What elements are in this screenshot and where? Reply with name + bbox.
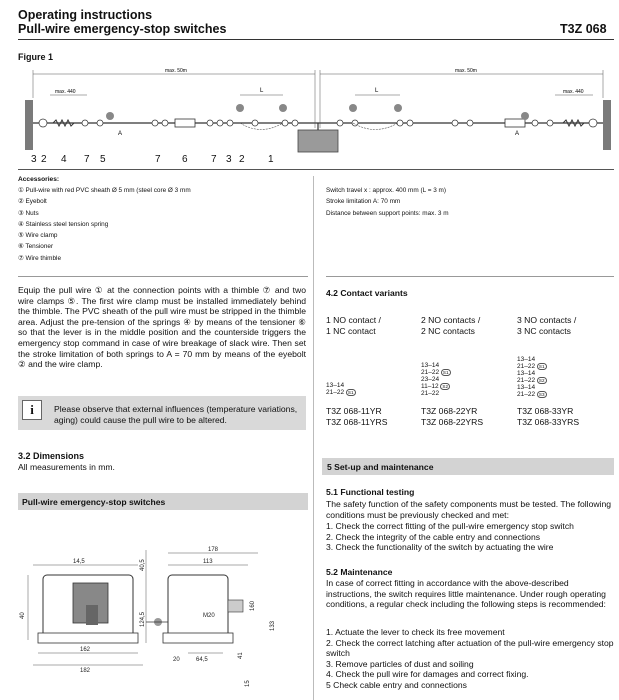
dim-left-top: max. 50m: [165, 68, 187, 74]
variant-2-label: 2 NO contacts / 2 NC contacts: [421, 315, 481, 336]
dim-right-top: max. 50m: [455, 68, 477, 74]
accessory-item: ③ Nuts: [18, 209, 39, 217]
s52-list: 1. Actuate the lever to check its free movement 2. Check the correct latching after actuation of the pull-wire emergency stop switch 3. Remove particles of dust and soiling 4. Check the pull wire for damages and correct fixing. 5 Check cable entry and connections: [326, 627, 614, 690]
variant-1-diagram: 13–14 21–22 S1: [326, 382, 354, 396]
badge-s3: S3: [538, 392, 545, 397]
dim-133: 133: [270, 620, 276, 631]
switch-box: [298, 130, 338, 152]
contacts-heading: 4.2 Contact variants: [326, 288, 408, 298]
accessories-title: Accessories:: [18, 176, 60, 183]
right-wall: [603, 100, 611, 150]
dim-182: 182: [80, 668, 91, 674]
figure-1-diagram: [15, 68, 615, 168]
dim-40-5: 40,5: [140, 559, 146, 571]
accessory-item: ① Pull-wire with red PVC sheath Ø 5 mm (steel core Ø 3 mm: [18, 187, 191, 194]
dim-L-right: L: [375, 88, 379, 94]
dimensions-text: All measurements in mm.: [18, 462, 115, 472]
accessory-item: ② Eyebolt: [18, 198, 47, 206]
variant-3-diagram: 13–14 21–22 S1 13–14 21–22 S2 13–14 21–22 S3: [517, 356, 545, 398]
left-wall: [25, 100, 33, 150]
dim-162: 162: [80, 647, 91, 653]
dim-14-5: 14,5: [73, 559, 85, 565]
dim-113: 113: [203, 559, 213, 565]
variant-2-diagram: 13–14 21–22 S1 23–24 11–12 S2 21–22: [421, 362, 449, 397]
dim-L-left: L: [260, 88, 264, 94]
figure-rule: [18, 169, 614, 170]
dim-20: 20: [173, 657, 180, 663]
header-title-line1: Operating instructions: [18, 8, 153, 22]
s52-heading: 5.2 Maintenance: [326, 567, 393, 577]
variant-2-codes: T3Z 068-22YR T3Z 068-22YRS: [421, 406, 484, 427]
dim-440-left: max. 440: [55, 89, 76, 95]
s51-intro: The safety function of the safety components must be tested. The following conditions must be previously checked and met:: [326, 499, 612, 520]
accessory-item: ⑦ Wire thimble: [18, 254, 62, 262]
dim-41: 41: [238, 652, 244, 659]
s51-list: 1. Check the correct fitting of the pull-wire emergency stop switch 2. Check the integrity of the cable entry and connections 3. Check the functionality of the switch by actuating the wire: [326, 521, 574, 553]
dim-440-right: max. 440: [563, 89, 584, 95]
badge-s2: S2: [442, 384, 449, 389]
dimensions-drawing: [18, 545, 308, 700]
header-title-line2: Pull-wire emergency-stop switches: [18, 22, 227, 36]
accessory-item: ④ Stainless steel tension spring: [18, 220, 109, 228]
badge-s1: S1: [442, 370, 449, 375]
setup-bar-title: 5 Set-up and maintenance: [327, 462, 434, 472]
notice-text: Please observe that external influences (temperature variations, aging) could cause the pull wire to be altered.: [54, 404, 298, 425]
dimensions-bar-title: Pull-wire emergency-stop switches: [22, 497, 166, 507]
accessory-item: ⑤ Wire clamp: [18, 232, 58, 240]
dim-64-5: 64,5: [196, 657, 208, 663]
variant-1-label: 1 NO contact / 1 NC contact: [326, 315, 381, 336]
dim-15: 15: [245, 680, 251, 687]
dim-124-5: 124,5: [140, 611, 146, 627]
dim-40: 40: [20, 612, 26, 619]
variant-1-codes: T3Z 068-11YR T3Z 068-11YRS: [326, 406, 388, 427]
s51-heading: 5.1 Functional testing: [326, 487, 415, 497]
header-code: T3Z 068: [560, 22, 607, 36]
accessories-list: [18, 185, 308, 264]
dim-A-right: A: [515, 131, 520, 137]
switch-info: Switch travel x : approx. 400 mm (L = 3 m) Stroke limitation A: 70 mm Distance between support points: max. 3 m: [326, 187, 449, 217]
dim-M20: M20: [203, 613, 215, 619]
badge-s1: S1: [347, 390, 354, 395]
column-divider: [313, 176, 314, 700]
dimensions-heading: 3.2 Dimensions: [18, 451, 85, 461]
accessory-item: ⑥ Tensioner: [18, 243, 54, 251]
variant-3-codes: T3Z 068-33YR T3Z 068-33YRS: [517, 406, 580, 427]
dim-178: 178: [208, 547, 219, 553]
s52-intro: In case of correct fitting in accordance with the above-described instructions, the switch requires little maintenance. Under rough operating conditions, a regular check including the following steps is recommended:: [326, 578, 606, 610]
header-rule: [18, 39, 614, 40]
badge-s1: S1: [538, 364, 545, 369]
info-icon: i: [22, 400, 42, 420]
instructions-text: Equip the pull wire ① at the connection points with a thimble ⑦ and two wire clamps ⑤. The first wire clamp must be installed immediately behind the thimble. The PVC sheath of the pull wire must be stripped in the thimble area. Adjust the pre-tension of the springs ④ by means of the tensioner ⑥ so that the lever is in the middle position and the counterside triggers the emergency stop command in case of wire breakage of slack wire. Then set the stroke limitation of both springs to A = 70 mm by means of the eyebolt ② and the wire clamp.: [18, 285, 306, 370]
dim-A-left: A: [118, 131, 123, 137]
dim-160: 160: [250, 600, 256, 611]
variant-3-label: 3 NO contacts / 3 NC contacts: [517, 315, 577, 336]
figure-label: Figure 1: [18, 52, 54, 62]
badge-s2: S2: [538, 378, 545, 383]
